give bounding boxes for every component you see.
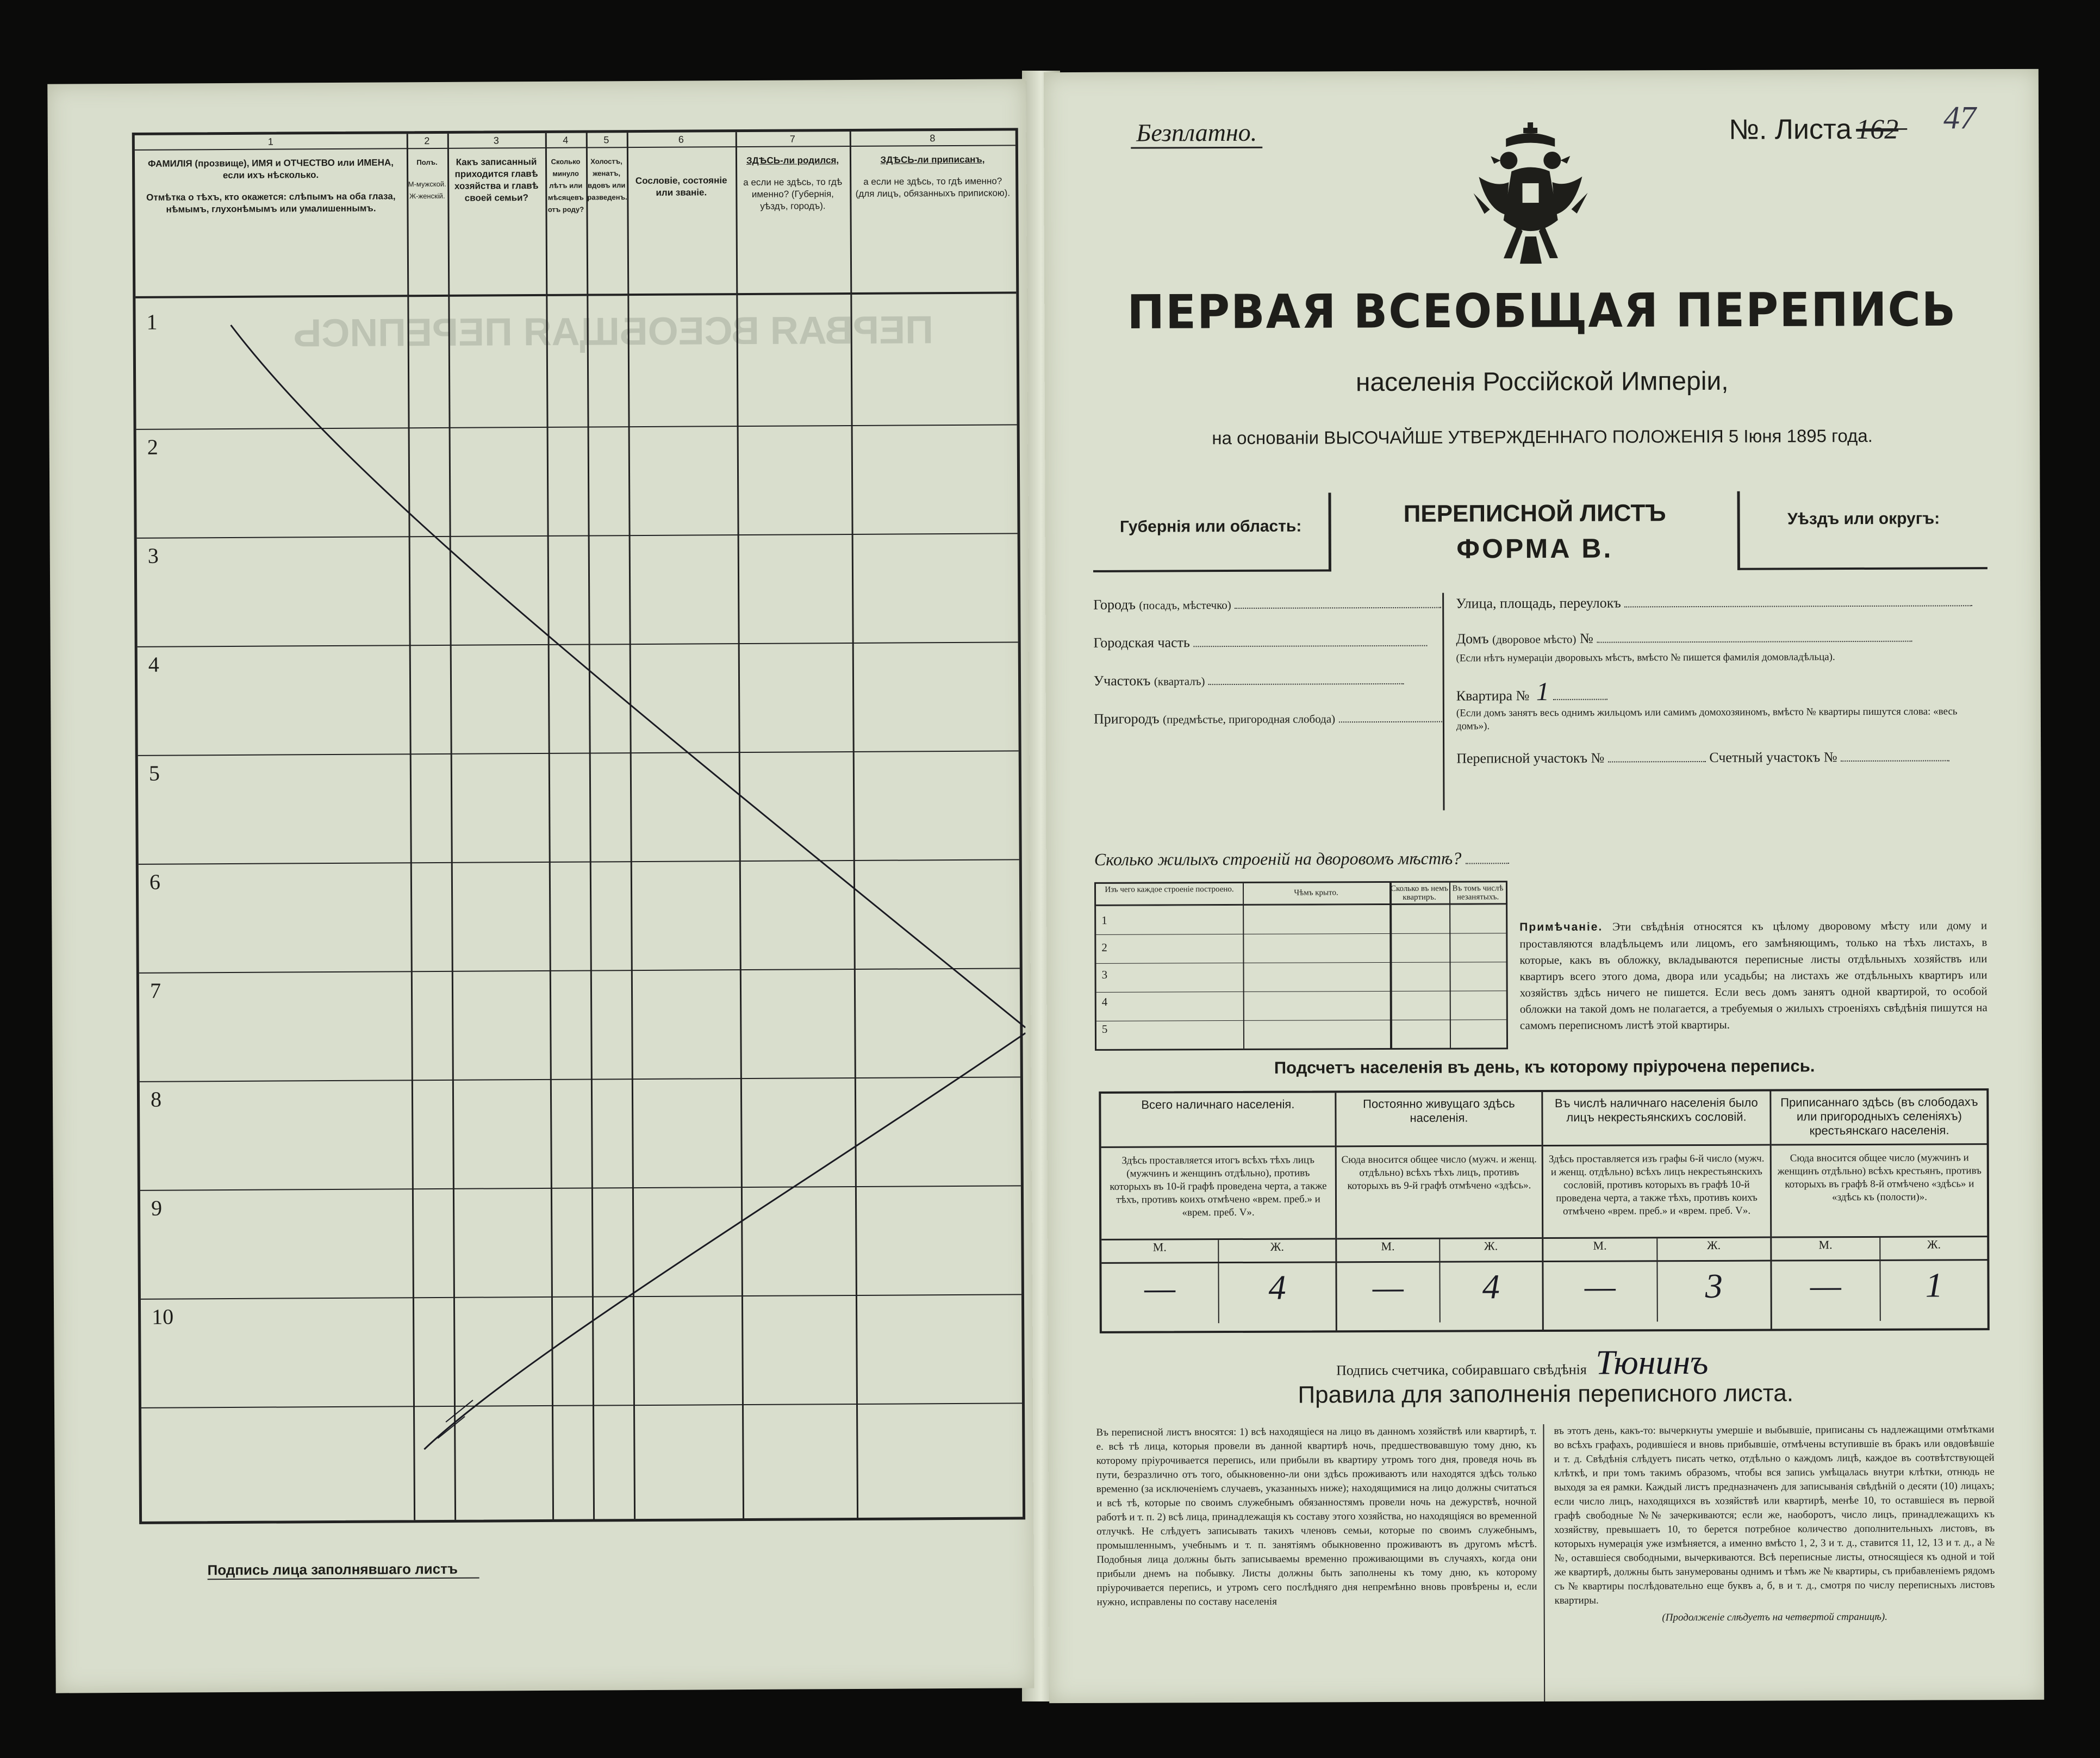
count-male: — [1810, 1266, 1841, 1305]
row-number: 2 [147, 434, 158, 459]
count-male: — [1584, 1267, 1616, 1306]
count-female: 3 [1656, 1262, 1771, 1322]
count-title: Подсчетъ населенія въ день, къ которому пріурочена перепись. [1274, 1056, 1815, 1077]
row-number: 10 [152, 1304, 174, 1329]
left-page [47, 79, 1034, 1693]
column-header-birthplace: 7 ЗДѢСЬ-ли родился, а если не здѣсь, то гдѣ именно? (Губернія, уѣздъ, городъ). [736, 132, 851, 295]
enumerator-signature: Подпись счетчика, собиравшаго свѣдѣнія Тюнинъ [1336, 1342, 1709, 1382]
rules-title: Правила для заполненія переписного листа. [1298, 1380, 1794, 1408]
count-group-present: Всего наличнаго населенія. Здѣсь проставляется итогъ всѣхъ тѣхъ лицъ (мужчинъ и женщинъ отдѣльно), противъ которыхъ въ 10-й графѣ проведена черта, а также тѣхъ, противъ коихъ отмѣчено «врем. преб.» и «врем. преб. V». М. Ж. — 4 [1101, 1093, 1336, 1331]
column-header-registration: 8 ЗДѢСЬ-ли приписанъ, а если не здѣсь, то гдѣ именно? (для лицъ, обязанныхъ припискою). [850, 130, 1017, 295]
column-header-marital: 5 Холостъ, женатъ, вдовъ или разведенъ. [586, 133, 628, 296]
buildings-note: Примѣчаніе. Эти свѣдѣнія относятся къ цѣлому дворовому мѣсту или дому и проставляются владѣльцемъ или лицомъ, его замѣняющимъ, только на тѣхъ листахъ, в которые, какъ въ обложку, вкладываются переписные листы отдѣльныхъ хозяйствъ или квартиръ всего этого дома, двора или усадьбы; на листахъ же отдѣльныхъ квартиръ или хозяйствъ здѣсь ничего не пишется. Если весь домъ занятъ одной квартирой, то особой обложки на такой домъ не полагается, а требуемыя о жилыхъ строеніяхъ свѣдѣнія пишутся на самомъ переписномъ листѣ этой квартиры. [1519, 919, 1987, 1032]
precinct-field: Участокъ (кварталъ) [1094, 672, 1404, 689]
population-count-table [1099, 1088, 1990, 1333]
enumerator-signature-scrawl: Тюнинъ [1596, 1342, 1709, 1382]
buildings-table: Изъ чего каждое строеніе построено. Чѣмъ крыто. Сколько въ немъ квартиръ. Въ томъ числѣ незанятыхъ. 1 2 3 4 5 [1094, 881, 1508, 1051]
suburb-field: Пригородъ (предмѣстье, пригородная слобода) [1094, 710, 1442, 727]
form-label: ФОРМА В. [1456, 533, 1613, 564]
sheet-number: №. Листа 1̶6̶2̶ [1729, 114, 1899, 146]
document-subtitle: населенія Россійской Имперіи, [1355, 366, 1729, 397]
legal-basis: на основаніи ВЫСОЧАЙШЕ УТВЕРЖДЕННАГО ПОЛОЖЕНІЯ 5 Іюня 1895 года. [1212, 425, 1873, 448]
row-number: 7 [149, 978, 161, 1003]
bleed-through-text: ПЕРВАЯ ВСЕОБЩАЯ ПЕРЕПИСЬ [293, 308, 934, 356]
count-male: — [1144, 1268, 1176, 1307]
right-page [1044, 69, 2044, 1703]
sheet-number-value: 1̶6̶2̶ [1856, 114, 1899, 145]
street-field: Улица, площадь, переулокъ [1456, 594, 1972, 612]
count-male: — [1372, 1267, 1404, 1307]
column-header-name: 1 ФАМИЛІЯ (прозвище), ИМЯ и ОТЧЕСТВО или ИМЕНА, если ихъ нѣсколько. Отмѣтка о тѣхъ, кто окажется: слѣпымъ на оба глаза, нѣмымъ, глухонѣмымъ или умалишеннымъ. [135, 134, 408, 298]
apartment-value: 1 [1536, 677, 1549, 707]
count-female: 4 [1439, 1262, 1542, 1323]
row-number: 3 [147, 543, 159, 568]
cancel-stroke-drawing [135, 130, 1028, 1526]
buildings-question: Сколько жилыхъ строеній на дворовомъ мѣстѣ? [1094, 848, 1510, 870]
row-number: 4 [148, 652, 159, 677]
count-female: 1 [1879, 1261, 1988, 1321]
document-title: ПЕРВАЯ ВСЕОБЩАЯ ПЕРЕПИСЬ [1127, 282, 1957, 340]
archive-folio-number: 47 [1943, 99, 1977, 136]
city-field: Городъ (посадъ, мѣстечко) [1093, 596, 1441, 613]
row-number: 1 [146, 309, 158, 334]
house-field: Домъ (дворовое мѣсто) № [1456, 629, 1912, 647]
free-label: Безплатно. [1131, 118, 1262, 149]
apartment-field: Квартира № 1 [1456, 677, 1607, 707]
count-group-peasant: Приписаннаго здѣсь (въ слободахъ или пригородныхъ селеніяхъ) крестьянскаго населенія. Сюда вносится общее число (мужчинъ и женщинъ отдѣльно) всѣхъ крестьянъ, противъ которыхъ въ графѣ 8-й отмѣчено «здѣсь» и «здѣсь къ (полости)». М. Ж. — 1 [1769, 1090, 1988, 1329]
column-header-relation: 3 Какъ записанный приходится главѣ хозяйства и главѣ своей семьи? [447, 133, 546, 297]
district-box: Уѣздъ или округъ: [1737, 490, 1987, 570]
double-headed-eagle-icon [1473, 122, 1588, 270]
count-female: 4 [1218, 1263, 1335, 1323]
column-header-sex: 2 Полъ. М-мужской. Ж-женскій. [407, 134, 448, 297]
count-group-non-peasant: Въ числѣ наличнаго населенія было лицъ некрестьянскихъ сословій. Здѣсь проставляется изъ графы 6-й число (мужч. и женщ. отдѣльно) всѣхъ лицъ некрестьянскихъ сословій, противъ которыхъ въ графѣ 10-й проведена черта, а также тѣхъ, противъ коихъ отмѣчено «врем. преб.» и «врем. преб. V». М. Ж. — 3 [1541, 1092, 1771, 1330]
house-explain: (Если нѣтъ нумераціи дворовыхъ мѣстъ, вмѣсто № пишется фамилія домовладѣльца). [1456, 651, 1835, 664]
list-title-box: ПЕРЕПИСНОЙ ЛИСТЪ ФОРМА В. [1332, 491, 1737, 572]
rules-text-left: Въ переписной листъ вносятся: 1) всѣ находящіеся на лицо въ данномъ хозяйствѣ или квартирѣ, т. е. всѣ тѣ лица, которыя провели въ данной квартирѣ ночь, предшествовавшую тому дню, къ которому пріурочивается перепись, или прибыли въ квартиру утромъ того дня, проведя ночь въ пути, безразлично отъ того, обыкновенно-ли они здѣсь проживаютъ или находятся здѣсь только временно (за исключеніемъ случаевъ, указанныхъ ниже); находящимися на лицо должны считаться и всѣ тѣ, которые по своимъ служебнымъ обязанностямъ провели ночь на дежурствѣ, ночной работѣ и т. п. 2) всѣ лица, принадлежащія къ составу этого хозяйства, но находящіяся во временной отлучкѣ. Не слѣдуетъ записывать такихъ членовъ семьи, которые по своимъ служебнымъ, промышленнымъ, учебнымъ и т. п. занятіямъ обыкновенно проживаютъ въ другомъ мѣстѣ. Подобныя лица должны быть записываемы временно проживающими въ случаяхъ, когда они прибыли днемъ на побывку. Листы должны быть заполнены къ тому дню, къ которому пріурочивается перепись, и утромъ сего послѣдняго дня непремѣнно вновь провѣрены и, если нужно, исправлены по составу населенія [1096, 1425, 1537, 1608]
census-precinct-field: Переписной участокъ № Счетный участокъ № [1456, 749, 1949, 766]
rules-continued: (Продолженіе слѣдуетъ на четвертой страницѣ). [1662, 1611, 1887, 1624]
city-part-field: Городская часть [1093, 634, 1427, 651]
province-box: Губернія или область: [1093, 493, 1331, 572]
census-grid [132, 128, 1025, 1524]
row-number: 8 [150, 1087, 162, 1112]
rules-text-right: въ этотъ день, какъ-то: вычеркнуты умершіе и выбывшіе, приписаны съ надлежащими отмѣтками во всѣхъ графахъ, родившіеся и вновь прибывшіе, отмѣчены вступившіе въ бракъ или овдовѣвшіе и т. д. Свѣдѣнія слѣдуетъ писать четко, отдѣльно о каждомъ лицѣ, каждое въ соотвѣтствующей клѣткѣ, и при томъ такимъ образомъ, чтобы вся запись умѣщалась внутри клѣтки, отнюдь не выходя за ея рамки. Каждый листъ предназначенъ для записыванія свѣдѣній о десяти (10) лицахъ; если число лицъ, находящихся въ хозяйствѣ или квартирѣ, менѣе 10, то оставшіеся въ первой графѣ свободные №№ зачеркиваются; если же, наоборотъ, число лицъ, принадлежащихъ къ хозяйству, превышаетъ 10, то берется потребное количество дополнительныхъ листовъ, въ которыхъ нумерація уже измѣняется, а именно вмѣсто 1, 2, 3 и т. д., ставится 11, 12, 13 и т. д., а №№, оставшіеся свободными, вычеркиваются. Всѣ переписные листы, относящіеся къ одной и той же квартирѣ, должны быть занумерованы однимъ и тѣмъ же № квартиры, съ прибавленіемъ рядомъ съ № квартиры послѣдовательно еще буквъ а, б, в и т. д., смотря по числу переписныхъ листовъ квартиры. (Продолженіе слѣдуетъ на четвертой страницѣ). [1554, 1423, 1995, 1625]
apartment-explain: (Если домъ занятъ весь однимъ жильцомъ или самимъ домохозяиномъ, вмѣсто № квартиры пишутся слова: «весь домъ»). [1456, 706, 1958, 732]
filler-signature-label: Подпись лица заполнявшаго листъ [208, 1561, 479, 1580]
column-header-age: 4 Сколько минуло лѣтъ или мѣсяцевъ отъ роду? [545, 133, 587, 296]
row-number: 5 [148, 760, 160, 786]
column-header-estate: 6 Сословіе, состояніе или званіе. [627, 132, 737, 296]
row-number: 9 [151, 1195, 163, 1220]
row-number: 6 [149, 869, 161, 894]
header-boxes [1093, 490, 1987, 575]
count-group-permanent: Постоянно живущаго здѣсь населенія. Сюда вносится общее число (мужч. и женщ. отдѣльно) всѣхъ тѣхъ лицъ, противъ которыхъ въ 9-й графѣ отмѣчено «здѣсь». М. Ж. — 4 [1335, 1092, 1542, 1330]
